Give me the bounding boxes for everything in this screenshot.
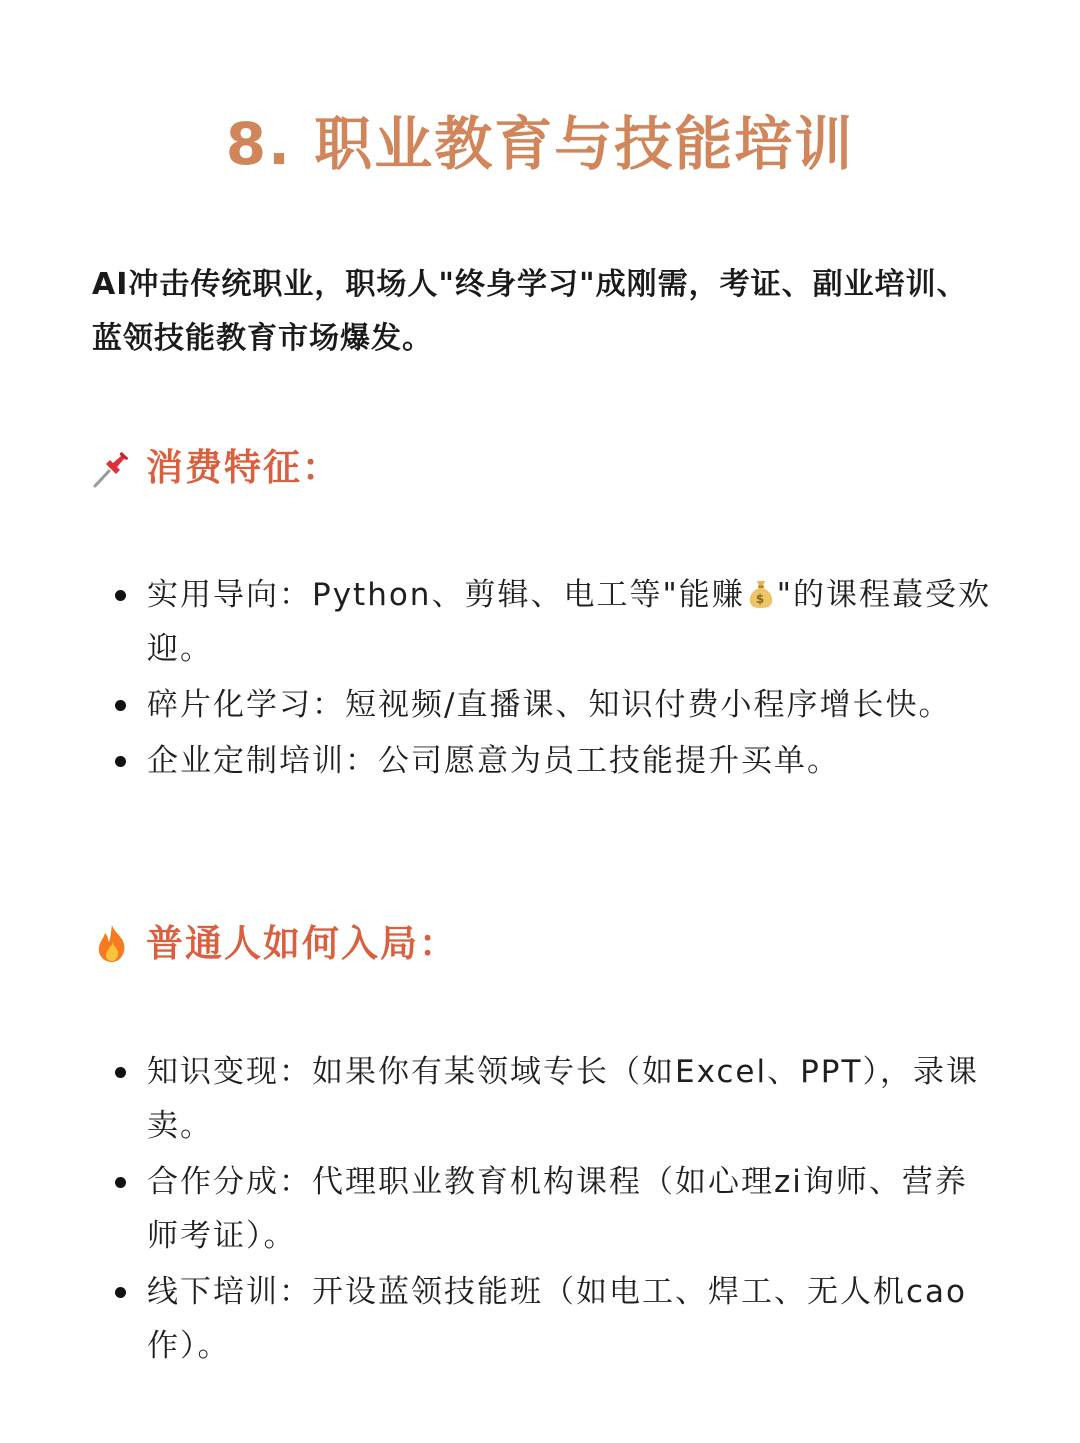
- list-item-text: 合作分成：代理职业教育机构课程（如心理zi询师、营养师考证）。: [147, 1164, 968, 1254]
- how-to-enter-list: [112, 1045, 992, 1375]
- list-item: [112, 678, 992, 732]
- list-item: [112, 1045, 992, 1153]
- list-item: [112, 1265, 992, 1373]
- page-title: 8. 职业教育与技能培训: [225, 110, 855, 178]
- list-item-text-before: 实用导向：Python、剪辑、电工等"能赚: [147, 577, 745, 613]
- section-heading-label: 普通人如何入局：: [146, 922, 458, 965]
- bullet-dot: [115, 756, 126, 767]
- section-heading-label: 消费特征：: [146, 446, 341, 489]
- list-item: [112, 1155, 992, 1263]
- list-item-text: 碎片化学习：短视频/直播课、知识付费小程序增长快。: [147, 687, 952, 723]
- list-item-text-after: "的课程蕞受欢迎。: [147, 577, 991, 667]
- list-item-text: 线下培训：开设蓝领技能班（如电工、焊工、无人机cao作）。: [147, 1274, 968, 1364]
- money-bag-icon: [746, 577, 776, 609]
- fire-icon: [90, 922, 134, 966]
- svg-text:$: $: [755, 592, 766, 606]
- list-item-text: 企业定制培训：公司愿意为员工技能提升买单。: [147, 743, 840, 779]
- section-heading-consumption: [90, 443, 341, 493]
- consumption-feature-list: [112, 568, 992, 790]
- intro-paragraph: AI冲击传统职业，职场人"终身学习"成刚需，考证、副业培训、蓝领技能教育市场爆发。: [92, 267, 968, 356]
- list-item: [112, 568, 992, 676]
- bullet-dot: [115, 1177, 126, 1188]
- section-heading-how-to-enter: [90, 919, 458, 969]
- bullet-dot: [115, 1067, 126, 1078]
- list-item-text: 知识变现：如果你有某领域专长（如Excel、PPT），录课卖。: [147, 1054, 979, 1144]
- pushpin-icon: [90, 446, 134, 490]
- list-item: [112, 734, 992, 788]
- bullet-dot: [115, 590, 126, 601]
- bullet-dot: [115, 1287, 126, 1298]
- bullet-dot: [115, 700, 126, 711]
